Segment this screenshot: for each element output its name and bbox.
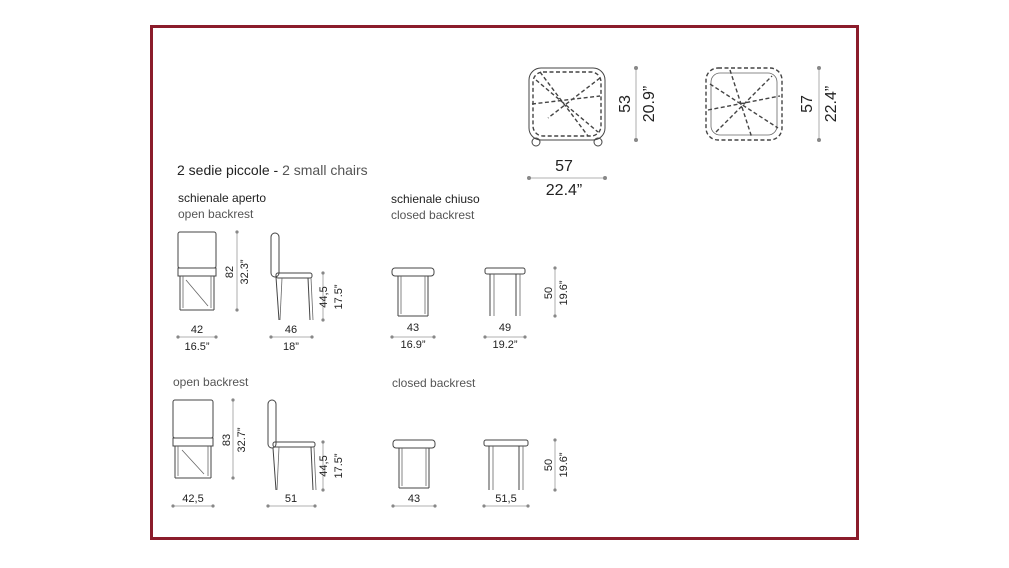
row2-front-height-cm: 83 bbox=[221, 433, 233, 447]
row1-closed-side-width-in: 19.2” bbox=[492, 339, 518, 351]
row1-closed-label-it: schienale chiuso bbox=[391, 192, 480, 206]
row2-closed-front-width-cm: 43 bbox=[407, 493, 421, 505]
section-heading bbox=[177, 162, 368, 178]
row1-side-width-in: 18” bbox=[283, 341, 299, 353]
row1-closed-front-stool bbox=[392, 268, 434, 316]
row1-open-front-chair bbox=[178, 232, 216, 310]
row1-open-label-it: schienale aperto bbox=[178, 191, 267, 205]
row1-closed-side-stool bbox=[485, 268, 525, 316]
row1-side-width-cm: 46 bbox=[284, 324, 298, 336]
row1-seat-height-cm: 44,5 bbox=[318, 286, 330, 308]
row2-closed-side-width-cm: 51,5 bbox=[495, 493, 517, 505]
folded-chair-front-view bbox=[529, 68, 605, 146]
row1-front-height-in: 32.3” bbox=[239, 259, 251, 285]
row1-closed-height-cm: 50 bbox=[543, 286, 555, 300]
row2-seat-height-cm: 44,5 bbox=[318, 455, 330, 477]
heading-main: 2 sedie piccole bbox=[177, 162, 270, 178]
row1-front-height-cm: 82 bbox=[224, 265, 236, 279]
row1-seat-height-in: 17.5” bbox=[333, 284, 345, 310]
row2-side-width-cm: 51 bbox=[284, 493, 298, 505]
row1-front-width-cm: 42 bbox=[190, 324, 204, 336]
row2-open-side-chair bbox=[268, 400, 316, 490]
folded-chair-top-view bbox=[706, 68, 782, 140]
top-width-dimension bbox=[527, 176, 607, 180]
top-depth-dimension bbox=[817, 66, 821, 142]
row1-closed-label-en: closed backrest bbox=[391, 208, 475, 222]
row2-closed-height-cm: 50 bbox=[543, 458, 555, 472]
row2-closed-front-stool bbox=[393, 440, 435, 488]
top-width-in: 22.4” bbox=[545, 182, 583, 199]
row2-seat-height-in: 17.5” bbox=[333, 453, 345, 479]
row1-closed-side-width-cm: 49 bbox=[498, 322, 512, 334]
top-height-in: 20.9” bbox=[641, 85, 658, 123]
row1-closed-height-in: 19.6” bbox=[558, 280, 570, 306]
row2-open-front-chair bbox=[173, 400, 213, 478]
row1-closed-front-width-in: 16.9” bbox=[400, 339, 426, 351]
top-height-cm: 53 bbox=[617, 95, 634, 113]
row2-front-height-in: 32.7” bbox=[236, 427, 248, 453]
heading-sep: - bbox=[269, 162, 283, 178]
row1-front-width-in: 16.5” bbox=[184, 341, 210, 353]
row2-closed-label-en: closed backrest bbox=[392, 376, 476, 390]
row2-closed-side-stool bbox=[484, 440, 528, 490]
row2-open-label-en: open backrest bbox=[173, 375, 249, 389]
heading-sub: 2 small chairs bbox=[282, 162, 368, 178]
row1-open-side-chair bbox=[271, 233, 313, 320]
top-height-dimension bbox=[634, 66, 638, 142]
row1-open-label-en: open backrest bbox=[178, 207, 254, 221]
row2-closed-height-in: 19.6” bbox=[558, 452, 570, 478]
row1-closed-front-width-cm: 43 bbox=[406, 322, 420, 334]
top-width-cm: 57 bbox=[555, 158, 573, 175]
top-depth-in: 22.4” bbox=[823, 85, 840, 123]
row2-front-width-cm: 42,5 bbox=[182, 493, 204, 505]
top-depth-cm: 57 bbox=[799, 95, 816, 113]
